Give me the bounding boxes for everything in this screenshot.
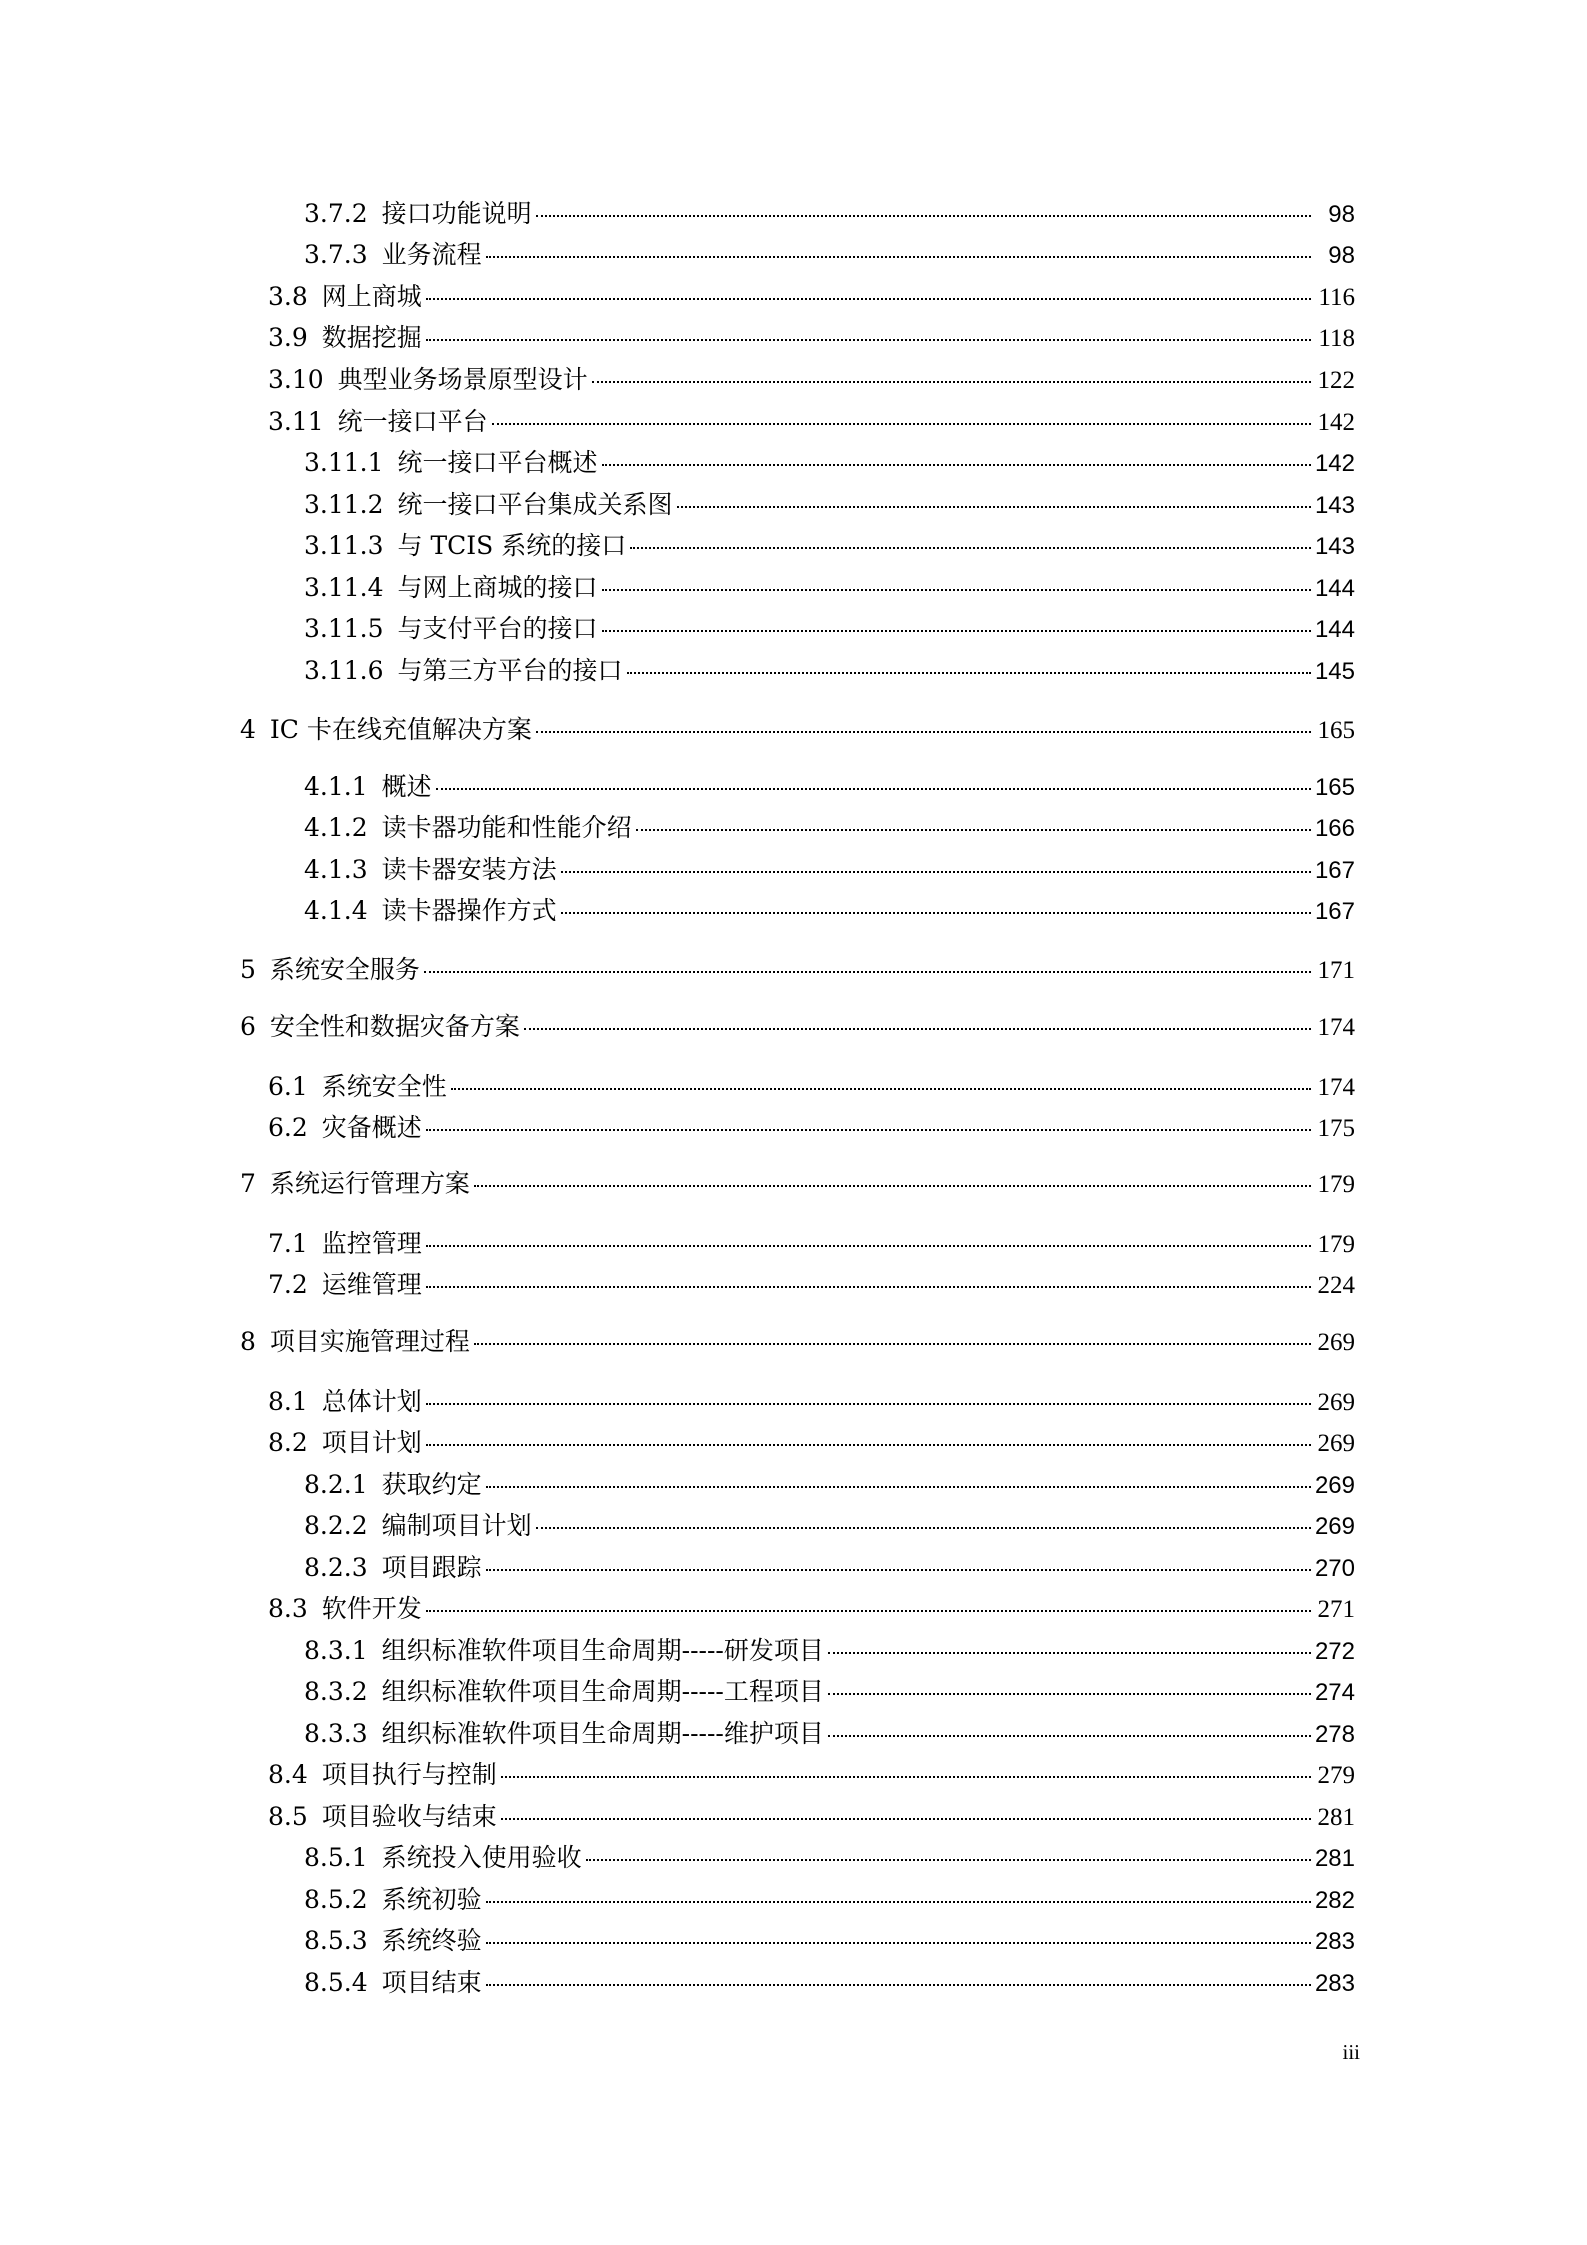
toc-entry[interactable] — [304, 1465, 1355, 1507]
toc-entry-page: 272 — [1314, 1638, 1355, 1665]
toc-entry-number: 3.11.3 — [304, 531, 384, 560]
toc-entry-page: 116 — [1318, 284, 1355, 311]
toc-entry-title: 典型业务场景原型设计 — [337, 365, 588, 394]
toc-entry-title: 软件开发 — [321, 1594, 422, 1623]
toc-entry-title: 读卡器安装方法 — [381, 855, 557, 884]
toc-dot-leader — [561, 871, 1311, 873]
toc-dot-leader — [424, 971, 1311, 973]
toc-entry-page: 174 — [1317, 1014, 1355, 1041]
toc-entry[interactable] — [304, 767, 1355, 809]
toc-dot-leader — [486, 1901, 1311, 1903]
toc-entry-page: 281 — [1317, 1804, 1355, 1831]
toc-entry-title: 系统安全性 — [321, 1072, 447, 1101]
toc-entry-page: 224 — [1317, 1272, 1355, 1299]
toc-entry-page: 179 — [1317, 1231, 1355, 1258]
toc-entry-title: 运维管理 — [321, 1270, 422, 1299]
toc-entry-page: 269 — [1317, 1430, 1355, 1457]
toc-entry-page: 281 — [1314, 1845, 1355, 1872]
toc-entry-title: 读卡器操作方式 — [381, 896, 557, 925]
toc-entry-number: 6 — [240, 1012, 256, 1041]
toc-entry-page: 174 — [1317, 1074, 1355, 1101]
toc-entry[interactable] — [240, 1007, 1355, 1049]
toc-entry-number: 8 — [240, 1327, 256, 1356]
toc-entry[interactable] — [268, 360, 1355, 402]
toc-entry[interactable] — [268, 1797, 1355, 1839]
toc-entry-title: 组织标准软件项目生命周期-----工程项目 — [381, 1677, 824, 1706]
toc-entry-number: 8.2.3 — [304, 1553, 368, 1582]
toc-entry-number: 8.3.3 — [304, 1719, 368, 1748]
toc-entry-title: 项目跟踪 — [381, 1553, 482, 1582]
toc-entry-number: 8.2 — [268, 1428, 308, 1457]
toc-entry-page: 283 — [1314, 1928, 1355, 1955]
toc-entry-page: 271 — [1317, 1596, 1355, 1623]
toc-entry-page: 270 — [1314, 1555, 1355, 1582]
toc-entry[interactable] — [240, 710, 1355, 752]
toc-entry[interactable] — [268, 1224, 1355, 1266]
toc-entry-title: 灾备概述 — [321, 1113, 422, 1142]
toc-dot-leader — [451, 1088, 1311, 1090]
toc-entry-number: 8.1 — [268, 1387, 308, 1416]
toc-entry-page: 167 — [1314, 898, 1355, 925]
toc-entry[interactable] — [304, 609, 1355, 651]
toc-entry-number: 3.11.1 — [304, 448, 384, 477]
toc-entry-number: 4.1.1 — [304, 772, 368, 801]
toc-entry-number: 4.1.4 — [304, 896, 368, 925]
toc-entry-title: 组织标准软件项目生命周期-----维护项目 — [381, 1719, 824, 1748]
toc-entry-page: 274 — [1314, 1679, 1355, 1706]
toc-dot-leader — [426, 1610, 1311, 1612]
toc-entry[interactable] — [304, 1963, 1355, 2005]
toc-entry-title: 总体计划 — [321, 1387, 422, 1416]
toc-entry-title: 系统投入使用验收 — [381, 1843, 582, 1872]
toc-entry[interactable] — [304, 1838, 1355, 1880]
toc-entry-number: 3.11.5 — [304, 614, 384, 643]
toc-entry[interactable] — [268, 318, 1355, 360]
toc-dot-leader — [677, 506, 1311, 508]
toc-entry-title: 业务流程 — [381, 240, 482, 269]
toc-entry-title: 项目计划 — [321, 1428, 422, 1457]
toc-entry-title: 监控管理 — [321, 1229, 422, 1258]
toc-entry-number: 7.2 — [268, 1270, 308, 1299]
toc-entry-page: 282 — [1314, 1887, 1355, 1914]
toc-entry-page: 278 — [1314, 1721, 1355, 1748]
toc-entry-number: 6.2 — [268, 1113, 308, 1142]
toc-dot-leader — [602, 464, 1311, 466]
toc-dot-leader — [592, 381, 1311, 383]
toc-dot-leader — [561, 912, 1311, 914]
toc-dot-leader — [828, 1652, 1311, 1654]
toc-entry-number: 3.9 — [268, 323, 308, 352]
toc-entry[interactable] — [268, 402, 1355, 444]
toc-entry-title: 统一接口平台概述 — [397, 448, 598, 477]
toc-entry-number: 8.5 — [268, 1802, 308, 1831]
toc-entry-page: 269 — [1314, 1513, 1355, 1540]
toc-entry-title: 系统安全服务 — [269, 955, 420, 984]
toc-entry[interactable] — [304, 1880, 1355, 1922]
toc-entry-number: 3.7.3 — [304, 240, 368, 269]
toc-entry-page: 118 — [1318, 325, 1355, 352]
toc-entry-page: 122 — [1317, 367, 1355, 394]
toc-entry-page: 144 — [1314, 575, 1355, 602]
toc-entry[interactable] — [304, 485, 1355, 527]
toc-dot-leader — [486, 1569, 1311, 1571]
toc-dot-leader — [426, 1444, 1311, 1446]
toc-entry-title: 组织标准软件项目生命周期-----研发项目 — [381, 1636, 824, 1665]
toc-entry[interactable] — [304, 526, 1355, 568]
toc-entry-page: 175 — [1317, 1115, 1355, 1142]
toc-entry-page: 144 — [1314, 616, 1355, 643]
toc-dot-leader — [474, 1343, 1311, 1345]
toc-entry[interactable] — [304, 194, 1355, 236]
toc-entry-title: 网上商城 — [321, 282, 422, 311]
toc-entry[interactable] — [268, 1382, 1355, 1424]
toc-entry-number: 8.5.1 — [304, 1843, 368, 1872]
toc-entry-title: 系统终验 — [381, 1926, 482, 1955]
toc-dot-leader — [501, 1818, 1311, 1820]
toc-dot-leader — [436, 788, 1311, 790]
toc-dot-leader — [636, 829, 1311, 831]
toc-entry-page: 269 — [1314, 1472, 1355, 1499]
toc-entry-page: 142 — [1314, 450, 1355, 477]
toc-entry-page: 98 — [1328, 201, 1355, 228]
toc-entry-number: 4 — [240, 715, 256, 744]
toc-entry[interactable] — [304, 1506, 1355, 1548]
toc-entry-number: 8.4 — [268, 1760, 308, 1789]
toc-entry-number: 3.11.6 — [304, 656, 384, 685]
toc-dot-leader — [486, 256, 1311, 258]
toc-entry-title: IC 卡在线充值解决方案 — [269, 715, 532, 744]
toc-entry-page: 279 — [1317, 1762, 1355, 1789]
toc-entry-title: 概述 — [381, 772, 432, 801]
toc-entry-page: 167 — [1314, 857, 1355, 884]
toc-entry-number: 8.2.2 — [304, 1511, 368, 1540]
toc-entry[interactable] — [304, 850, 1355, 892]
toc-dot-leader — [602, 630, 1311, 632]
toc-entry-title: 与 TCIS 系统的接口 — [397, 531, 627, 560]
toc-entry-title: 编制项目计划 — [381, 1511, 532, 1540]
toc-entry-title: 与第三方平台的接口 — [397, 656, 623, 685]
toc-entry-title: 安全性和数据灾备方案 — [269, 1012, 520, 1041]
toc-entry-number: 6.1 — [268, 1072, 308, 1101]
toc-entry-title: 系统运行管理方案 — [269, 1169, 470, 1198]
toc-entry-number: 8.3 — [268, 1594, 308, 1623]
toc-entry-title: 接口功能说明 — [381, 199, 532, 228]
toc-entry-number: 3.11.2 — [304, 490, 384, 519]
toc-dot-leader — [486, 1942, 1311, 1944]
toc-dot-leader — [501, 1776, 1311, 1778]
toc-entry-title: 读卡器功能和性能介绍 — [381, 813, 632, 842]
toc-dot-leader — [524, 1028, 1311, 1030]
toc-entry[interactable] — [304, 1548, 1355, 1590]
toc-entry[interactable] — [268, 1755, 1355, 1797]
toc-entry-number: 4.1.2 — [304, 813, 368, 842]
toc-entry-title: 统一接口平台 — [337, 407, 488, 436]
toc-entry[interactable] — [304, 1921, 1355, 1963]
toc-dot-leader — [486, 1984, 1311, 1986]
toc-dot-leader — [426, 339, 1311, 341]
toc-entry-number: 3.8 — [268, 282, 308, 311]
toc-entry-title: 项目实施管理过程 — [269, 1327, 470, 1356]
toc-entry-title: 系统初验 — [381, 1885, 482, 1914]
toc-entry[interactable] — [268, 277, 1355, 319]
toc-entry-number: 4.1.3 — [304, 855, 368, 884]
toc-entry-page: 143 — [1314, 533, 1355, 560]
toc-entry-number: 3.11.4 — [304, 573, 384, 602]
toc-entry-page: 166 — [1314, 815, 1355, 842]
toc-entry-page: 145 — [1314, 658, 1355, 685]
toc-entry-number: 3.11 — [268, 407, 324, 436]
toc-dot-leader — [536, 215, 1311, 217]
toc-entry-page: 283 — [1314, 1970, 1355, 1997]
toc-entry-number: 7.1 — [268, 1229, 308, 1258]
toc-dot-leader — [828, 1693, 1311, 1695]
toc-dot-leader — [627, 672, 1311, 674]
toc-entry-page: 269 — [1317, 1329, 1355, 1356]
toc-entry-number: 8.5.4 — [304, 1968, 368, 1997]
toc-entry[interactable] — [304, 808, 1355, 850]
toc-dot-leader — [486, 1486, 1311, 1488]
toc-entry-number: 3.7.2 — [304, 199, 368, 228]
toc-entry[interactable] — [304, 1672, 1355, 1714]
toc-entry-title: 统一接口平台集成关系图 — [397, 490, 673, 519]
toc-entry-title: 与网上商城的接口 — [397, 573, 598, 602]
toc-entry[interactable] — [304, 568, 1355, 610]
toc-entry-page: 98 — [1328, 242, 1355, 269]
toc-dot-leader — [426, 298, 1311, 300]
page-number: iii — [1342, 2040, 1360, 2064]
toc-entry-page: 165 — [1317, 717, 1355, 744]
toc-entry[interactable] — [304, 235, 1355, 277]
toc-entry[interactable] — [240, 1322, 1355, 1364]
toc-entry-page: 179 — [1317, 1171, 1355, 1198]
toc-entry-page: 165 — [1314, 774, 1355, 801]
toc-dot-leader — [426, 1245, 1311, 1247]
toc-entry[interactable] — [268, 1067, 1355, 1109]
toc-entry[interactable] — [304, 1631, 1355, 1673]
toc-entry-title: 获取约定 — [381, 1470, 482, 1499]
toc-entry-number: 3.10 — [268, 365, 324, 394]
toc-dot-leader — [474, 1185, 1311, 1187]
toc-entry-number: 8.2.1 — [304, 1470, 368, 1499]
toc-dot-leader — [602, 589, 1311, 591]
toc-entry-page: 269 — [1317, 1389, 1355, 1416]
toc-dot-leader — [536, 731, 1311, 733]
toc-entry[interactable] — [304, 1714, 1355, 1756]
toc-entry-title: 项目验收与结束 — [321, 1802, 497, 1831]
toc-dot-leader — [426, 1286, 1311, 1288]
toc-entry[interactable] — [268, 1265, 1355, 1307]
toc-entry-title: 项目结束 — [381, 1968, 482, 1997]
toc-entry-title: 项目执行与控制 — [321, 1760, 497, 1789]
toc-entry-number: 7 — [240, 1169, 256, 1198]
toc-dot-leader — [828, 1735, 1311, 1737]
toc-dot-leader — [492, 423, 1311, 425]
toc-entry[interactable] — [268, 1423, 1355, 1465]
toc-entry[interactable] — [240, 1164, 1355, 1206]
toc-dot-leader — [586, 1859, 1311, 1861]
toc-entry-title: 与支付平台的接口 — [397, 614, 598, 643]
toc-entry-number: 8.3.1 — [304, 1636, 368, 1665]
toc-entry-page: 143 — [1314, 492, 1355, 519]
toc-dot-leader — [536, 1527, 1311, 1529]
toc-entry-page: 171 — [1317, 957, 1355, 984]
toc-entry-number: 8.5.3 — [304, 1926, 368, 1955]
toc-entry-page: 142 — [1317, 409, 1355, 436]
toc-entry[interactable] — [304, 651, 1355, 693]
toc-entry-number: 8.3.2 — [304, 1677, 368, 1706]
toc-entry-number: 8.5.2 — [304, 1885, 368, 1914]
toc-entry-number: 5 — [240, 955, 256, 984]
toc-entry[interactable] — [240, 950, 1355, 992]
toc-entry-title: 数据挖掘 — [321, 323, 422, 352]
toc-entry[interactable] — [268, 1589, 1355, 1631]
toc-dot-leader — [426, 1129, 1311, 1131]
toc-entry[interactable] — [304, 443, 1355, 485]
toc-dot-leader — [426, 1403, 1311, 1405]
toc-entry[interactable] — [304, 891, 1355, 933]
toc-dot-leader — [630, 547, 1311, 549]
toc-entry[interactable] — [268, 1108, 1355, 1150]
